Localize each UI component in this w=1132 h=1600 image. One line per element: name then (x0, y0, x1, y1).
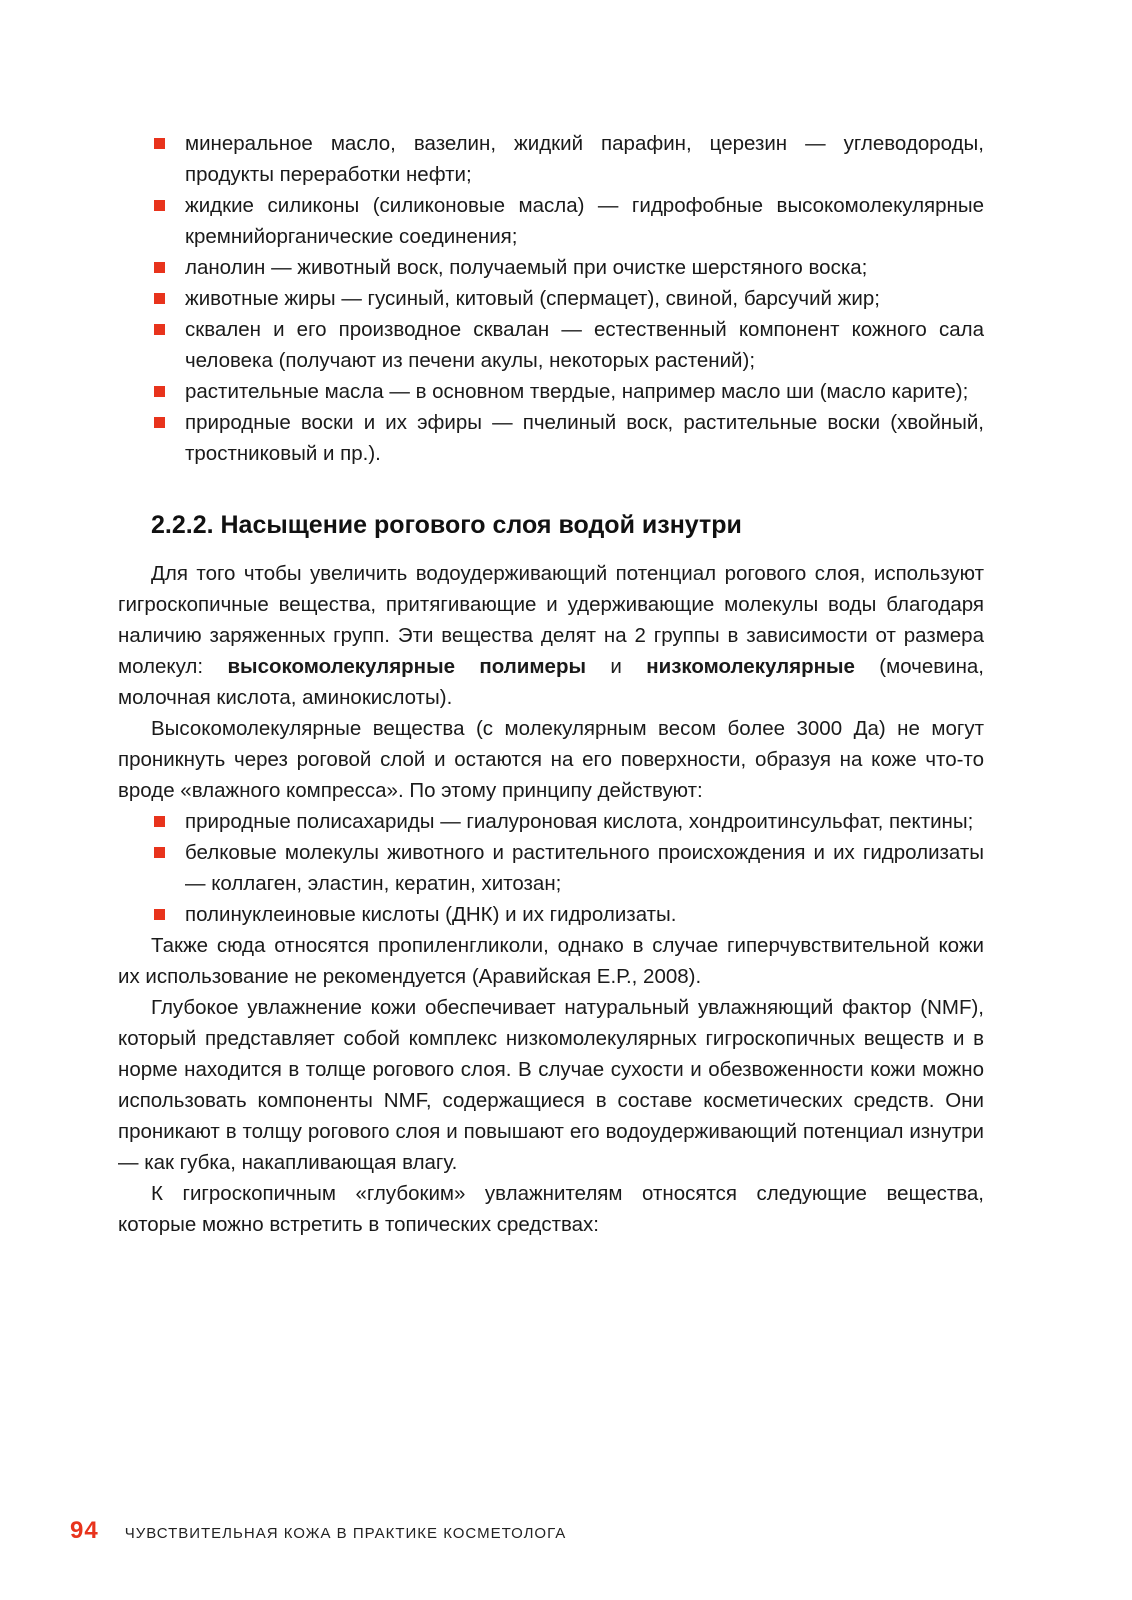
list-item-text: жидкие силиконы (силиконовые масла) — гидрофобные высокомолекулярные кремнийорганические соединения; (185, 194, 984, 248)
list-item-text: природные полисахариды — гиалуроновая кислота, хондроитинсульфат, пектины; (185, 810, 974, 833)
list-item (118, 376, 984, 407)
paragraph-text: и (585, 655, 647, 678)
square-bullet-icon (154, 262, 165, 273)
list-item (118, 806, 984, 837)
list-item (118, 837, 984, 899)
square-bullet-icon (154, 138, 165, 149)
list-item-text: белковые молекулы животного и растительного происхождения и их гидролизаты — коллаген, эластин, кератин, хитозан; (185, 841, 984, 895)
list-item-text: природные воски и их эфиры — пчелиный воск, растительные воски (хвойный, тростниковый и пр.). (185, 411, 984, 465)
paragraph-deep-moisturizers: К гигроскопичным «глубоким» увлажнителям относятся следующие вещества, которые можно встретить в топических средствах: (118, 1182, 984, 1236)
paragraph-propylene-glycols: Также сюда относятся пропиленгликоли, однако в случае гиперчувствительной кожи их использование не рекомендуется (Аравийская Е.Р., 2008). (118, 934, 984, 988)
list-item-text: полинуклеиновые кислоты (ДНК) и их гидролизаты. (185, 903, 677, 926)
list-item (118, 128, 984, 190)
list-item-text: ланолин — животный воск, получаемый при очистке шерстяного воска; (185, 256, 868, 279)
running-title: ЧУВСТВИТЕЛЬНАЯ КОЖА В ПРАКТИКЕ КОСМЕТОЛОГА (124, 1525, 567, 1542)
paragraph-nmf: Глубокое увлажнение кожи обеспечивает натуральный увлажняющий фактор (NMF), который представляет собой комплекс низкомолекулярных гигроскопичных веществ и в норме находится в толще рогового слоя. В случае сухости и обезвоженности кожи можно использовать компоненты NMF, содержащиеся в составе косметических средств. Они проникают в толщу рогового слоя и повышают его водоудерживающий потенциал изнутри — как губка, накапливающая влагу. (118, 996, 984, 1174)
paragraph-high-molecular: Высокомолекулярные вещества (с молекулярным весом более 3000 Да) не могут проникнуть через роговой слой и остаются на его поверхности, образуя на коже что-то вроде «влажного компресса». По этому принципу действуют: (118, 717, 984, 802)
bullet-list-mid (118, 806, 984, 930)
list-item (118, 407, 984, 469)
list-item (118, 314, 984, 376)
list-item (118, 252, 984, 283)
square-bullet-icon (154, 386, 165, 397)
page-number: 94 (70, 1517, 99, 1544)
bullet-list-top (118, 128, 984, 469)
square-bullet-icon (154, 324, 165, 335)
list-item (118, 283, 984, 314)
section-heading: 2.2.2. Насыщение рогового слоя водой изнутри (151, 511, 742, 539)
square-bullet-icon (154, 847, 165, 858)
page-body (118, 128, 984, 1240)
list-item-text: сквален и его производное сквалан — естественный компонент кожного сала человека (получают из печени акулы, некоторых растений); (185, 318, 984, 372)
square-bullet-icon (154, 417, 165, 428)
list-item-text: минеральное масло, вазелин, жидкий парафин, церезин — углеводороды, продукты переработки нефти; (185, 132, 984, 186)
list-item-text: растительные масла — в основном твердые, например масло ши (масло карите); (185, 380, 969, 403)
square-bullet-icon (154, 200, 165, 211)
square-bullet-icon (154, 816, 165, 827)
bold-term-high-molecular: высокомолекулярные полимеры (227, 655, 586, 678)
paragraph-intro (118, 558, 984, 713)
list-item (118, 190, 984, 252)
list-item-text: животные жиры — гусиный, китовый (спермацет), свиной, барсучий жир; (185, 287, 880, 310)
page-footer (70, 1517, 566, 1545)
paragraph-text: Для того чтобы увеличить водоудерживающий потенциал рогового слоя, используют гигроскопичные вещества, притягивающие и удерживающие молекулы воды благодаря наличию заряженных групп. Эти вещества делят на 2 группы в зависимости от размера молекул: (118, 562, 984, 678)
bold-term-low-molecular: низкомолекулярные (646, 655, 855, 678)
square-bullet-icon (154, 293, 165, 304)
list-item (118, 899, 984, 930)
paragraph-text: (мочевина, молочная кислота, аминокислоты). (118, 655, 984, 709)
square-bullet-icon (154, 909, 165, 920)
